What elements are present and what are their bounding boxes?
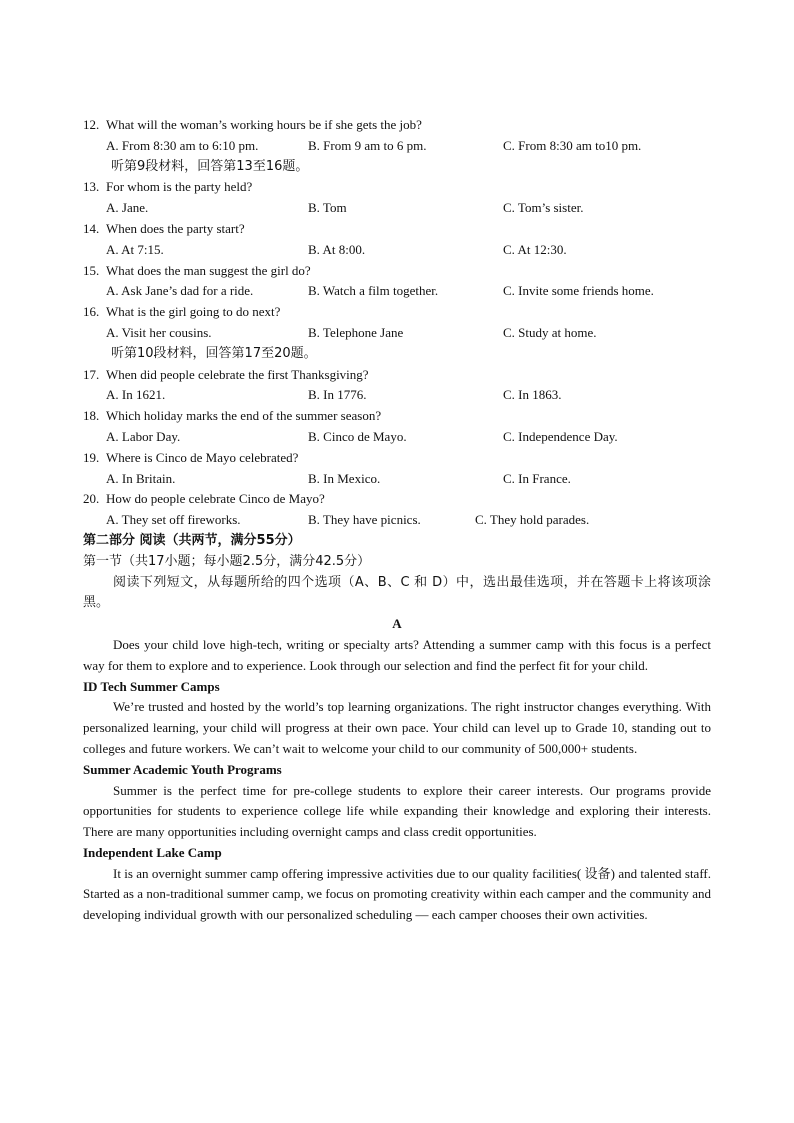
question-number: 17. (83, 366, 100, 382)
camp-description: Summer is the perfect time for pre-college students to explore their career interests. Our programs provide opportunities for students to experience college life while expanding their knowledge and exploring their interests. There are many opportunities including overnight camps and class credit opportunities. (83, 782, 711, 840)
question-19 (83, 448, 711, 469)
question-17 (83, 365, 711, 386)
options-14 (83, 240, 711, 261)
question-number: 14. (83, 220, 100, 236)
option-a: A. Visit her cousins. (106, 324, 212, 340)
question-16 (83, 302, 711, 323)
options-19 (83, 469, 711, 490)
option-a: A. In Britain. (106, 470, 176, 486)
option-c: C. Independence Day. (503, 428, 618, 444)
options-12 (83, 136, 711, 157)
camp-title: ID Tech Summer Camps (83, 678, 220, 694)
option-b: B. In Mexico. (308, 470, 381, 486)
question-number: 12. (83, 117, 100, 132)
options-18 (83, 427, 711, 448)
option-a: A. Jane. (106, 200, 149, 216)
option-b: B. Tom (308, 200, 347, 216)
option-b: B. From 9 am to 6 pm. (308, 137, 427, 153)
part-2-title: 第二部分 阅读（共两节，满分55分） (83, 532, 301, 548)
option-b: B. Watch a film together. (308, 283, 439, 299)
option-c: C. In 1863. (503, 387, 562, 403)
question-14 (83, 219, 711, 240)
question-15 (83, 261, 711, 282)
question-text: Where is Cinco de Mayo celebrated? (106, 449, 299, 465)
option-c: C. They hold parades. (475, 512, 590, 528)
section-1-title: 第一节（共17小题；每小题2.5分，满分42.5分） (83, 553, 371, 569)
reading-instructions: 阅读下列短文，从每题所给的四个选项（A、B、C 和 D）中，选出最佳选项，并在答题卡上将该项涂黑。 (83, 574, 711, 611)
question-number: 15. (83, 262, 100, 278)
camp-title: Independent Lake Camp (83, 844, 222, 860)
option-a: A. In 1621. (106, 387, 166, 403)
option-b: B. Cinco de Mayo. (308, 428, 407, 444)
question-13 (83, 177, 711, 198)
option-b: B. At 8:00. (308, 241, 366, 257)
question-number: 20. (83, 491, 100, 507)
question-12 (83, 115, 711, 136)
question-text: What will the woman’s working hours be if she gets the job? (106, 117, 422, 132)
question-text: When does the party start? (106, 220, 245, 236)
question-text: How do people celebrate Cinco de Mayo? (106, 491, 325, 507)
camp-description: It is an overnight summer camp offering impressive activities due to our quality facilities( 设备) and talented staff. Started as a non-traditional summer camp, we focus on promoting creativity within each camper and the community and developing individual growth with our personalized scheduling — each camper chooses their own activities. (83, 865, 711, 923)
exam-page (83, 115, 711, 926)
options-17 (83, 385, 711, 406)
option-c: C. Tom’s sister. (503, 200, 584, 216)
camp-title: Summer Academic Youth Programs (83, 761, 282, 777)
options-13 (83, 198, 711, 219)
question-text: For whom is the party held? (106, 179, 253, 195)
question-text: When did people celebrate the first Thanksgiving? (106, 366, 369, 382)
passage-letter: A (392, 616, 402, 632)
option-a: A. From 8:30 am to 6:10 pm. (106, 137, 259, 153)
question-number: 19. (83, 449, 100, 465)
option-b: B. They have picnics. (308, 512, 421, 528)
passage-intro: Does your child love high-tech, writing or specialty arts? Attending a summer camp with this focus is a perfect way for them to explore and to experience. Look through our selection and find the perfect fit for your child. (83, 636, 711, 673)
option-a: A. Labor Day. (106, 428, 181, 444)
options-16 (83, 323, 711, 344)
instruction-9: 听第9段材料，回答第13至16题。 (111, 158, 309, 174)
option-b: B. In 1776. (308, 387, 367, 403)
option-c: C. Study at home. (503, 324, 597, 340)
option-b: B. Telephone Jane (308, 324, 404, 340)
camp-description: We’re trusted and hosted by the world’s top learning organizations. The right instructor changes everything. With personalized learning, your child will progress at their own pace. Your child can level up to Grade 10, standing out to colleges and future workers. We can’t wait to welcome your child to our community of 500,000+ students. (83, 699, 711, 756)
question-number: 18. (83, 408, 100, 424)
question-text: What is the girl going to do next? (106, 304, 281, 320)
question-20 (83, 489, 711, 510)
question-18 (83, 406, 711, 427)
option-c: C. In France. (503, 470, 571, 486)
option-a: A. Ask Jane’s dad for a ride. (106, 283, 254, 299)
option-c: C. From 8:30 am to10 pm. (503, 137, 642, 153)
question-number: 13. (83, 179, 100, 195)
options-20 (83, 510, 711, 531)
option-a: A. At 7:15. (106, 241, 164, 257)
options-15 (83, 281, 711, 302)
question-text: What does the man suggest the girl do? (106, 262, 311, 278)
question-number: 16. (83, 304, 100, 320)
instruction-10: 听第10段材料，回答第17至20题。 (111, 345, 317, 361)
option-a: A. They set off fireworks. (106, 512, 241, 528)
question-text: Which holiday marks the end of the summer season? (106, 408, 382, 424)
option-c: C. Invite some friends home. (503, 283, 654, 299)
option-c: C. At 12:30. (503, 241, 567, 257)
